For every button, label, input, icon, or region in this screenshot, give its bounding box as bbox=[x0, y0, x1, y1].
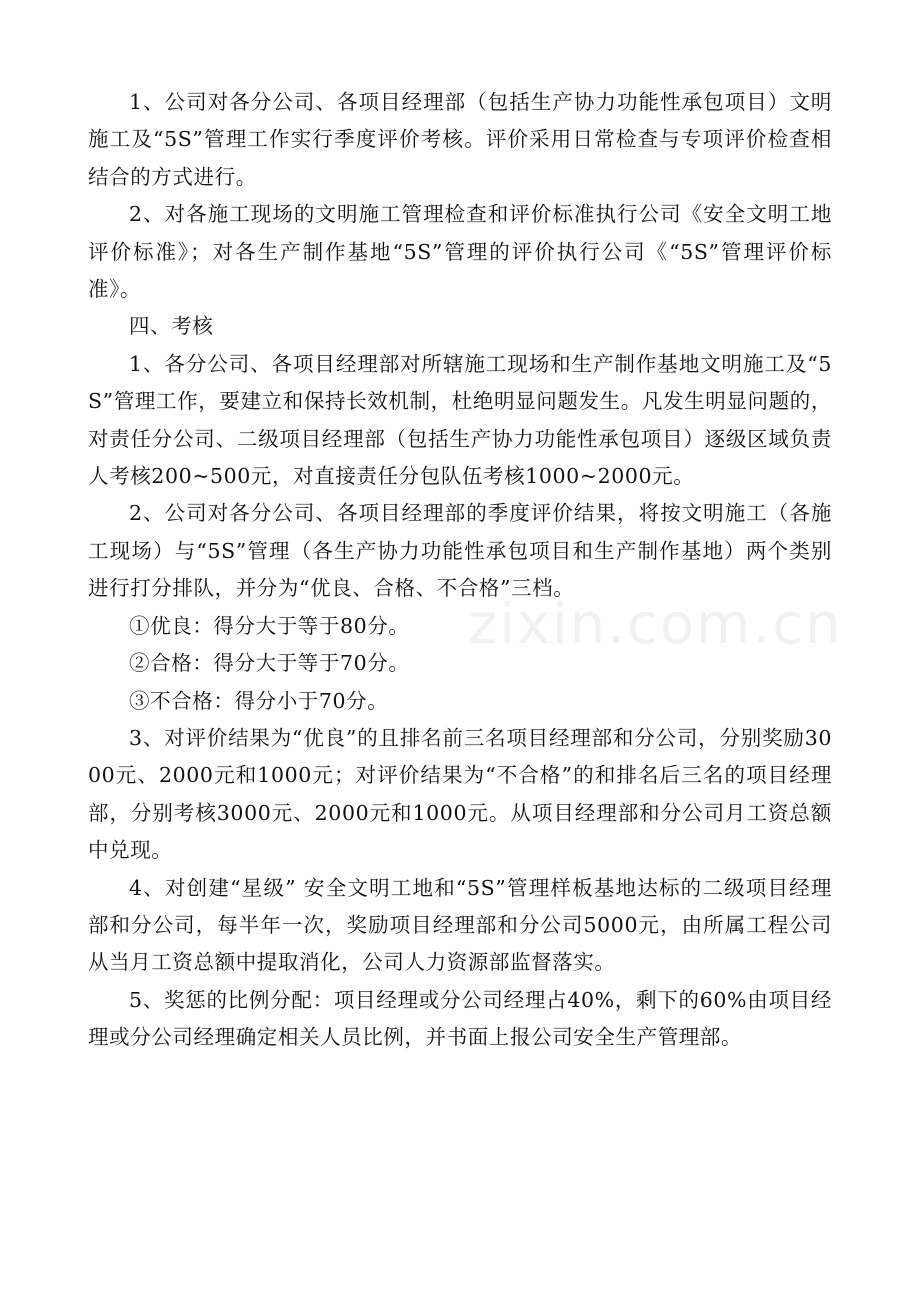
grade-qualified: ②合格：得分大于等于70分。 bbox=[129, 651, 410, 676]
paragraph-distribution-ratio: 5、奖惩的比例分配：项目经理或分公司经理占40%，剩下的60%由项目经理或分公司经理确定相关人员比例，并书面上报公司安全生产管理部。 bbox=[88, 987, 832, 1050]
paragraph-evaluation-standards: 2、对各施工现场的文明施工管理检查和评价标准执行公司《安全文明工地评价标准》；对各生产制作基地“5S”管理的评价执行公司《“5S”管理评价标准》。 bbox=[88, 202, 832, 302]
paragraph-star-site-reward: 4、对创建“星级” 安全文明工地和“5S”管理样板基地达标的二级项目经理部和分公司，每半年一次，奖励项目经理部和分公司5000元，由所属工程公司从当月工资总额中提取消化，公司人力资源部监督落实。 bbox=[88, 875, 832, 975]
watermark-text: zixin.com.cn bbox=[468, 592, 843, 657]
paragraph-long-term-mechanism: 1、各分公司、各项目经理部对所辖施工现场和生产制作基地文明施工及“5S”管理工作，要建立和保持长效机制，杜绝明显问题发生。凡发生明显问题的，对责任分公司、二级项目经理部（包括生产协力功能性承包项目）逐级区域负责人考核200~500元，对直接责任分包队伍考核1000~2000元。 bbox=[88, 351, 832, 489]
grade-excellent: ①优良：得分大于等于80分。 bbox=[129, 613, 410, 638]
paragraph-rewards-penalties: 3、对评价结果为“优良”的且排名前三名项目经理部和分公司，分别奖励3000元、2000元和1000元；对评价结果为“不合格”的和排名后三名的项目经理部，分别考核3000元、2000元和1000元。从项目经理部和分公司月工资总额中兑现。 bbox=[88, 725, 832, 863]
grade-unqualified: ③不合格：得分小于70分。 bbox=[129, 688, 389, 713]
document-body bbox=[88, 84, 832, 1057]
paragraph-evaluation-scope: 1、公司对各分公司、各项目经理部（包括生产协力功能性承包项目）文明施工及“5S”管理工作实行季度评价考核。评价采用日常检查与专项评价检查相结合的方式进行。 bbox=[88, 90, 832, 189]
section-heading-assessment: 四、考核 bbox=[129, 314, 214, 339]
paragraph-quarterly-ranking: 2、公司对各分公司、各项目经理部的季度评价结果，将按文明施工（各施工现场）与“5S”管理（各生产协力功能性承包项目和生产制作基地）两个类别进行打分排队，并分为“优良、合格、不合格”三档。 bbox=[88, 501, 832, 601]
